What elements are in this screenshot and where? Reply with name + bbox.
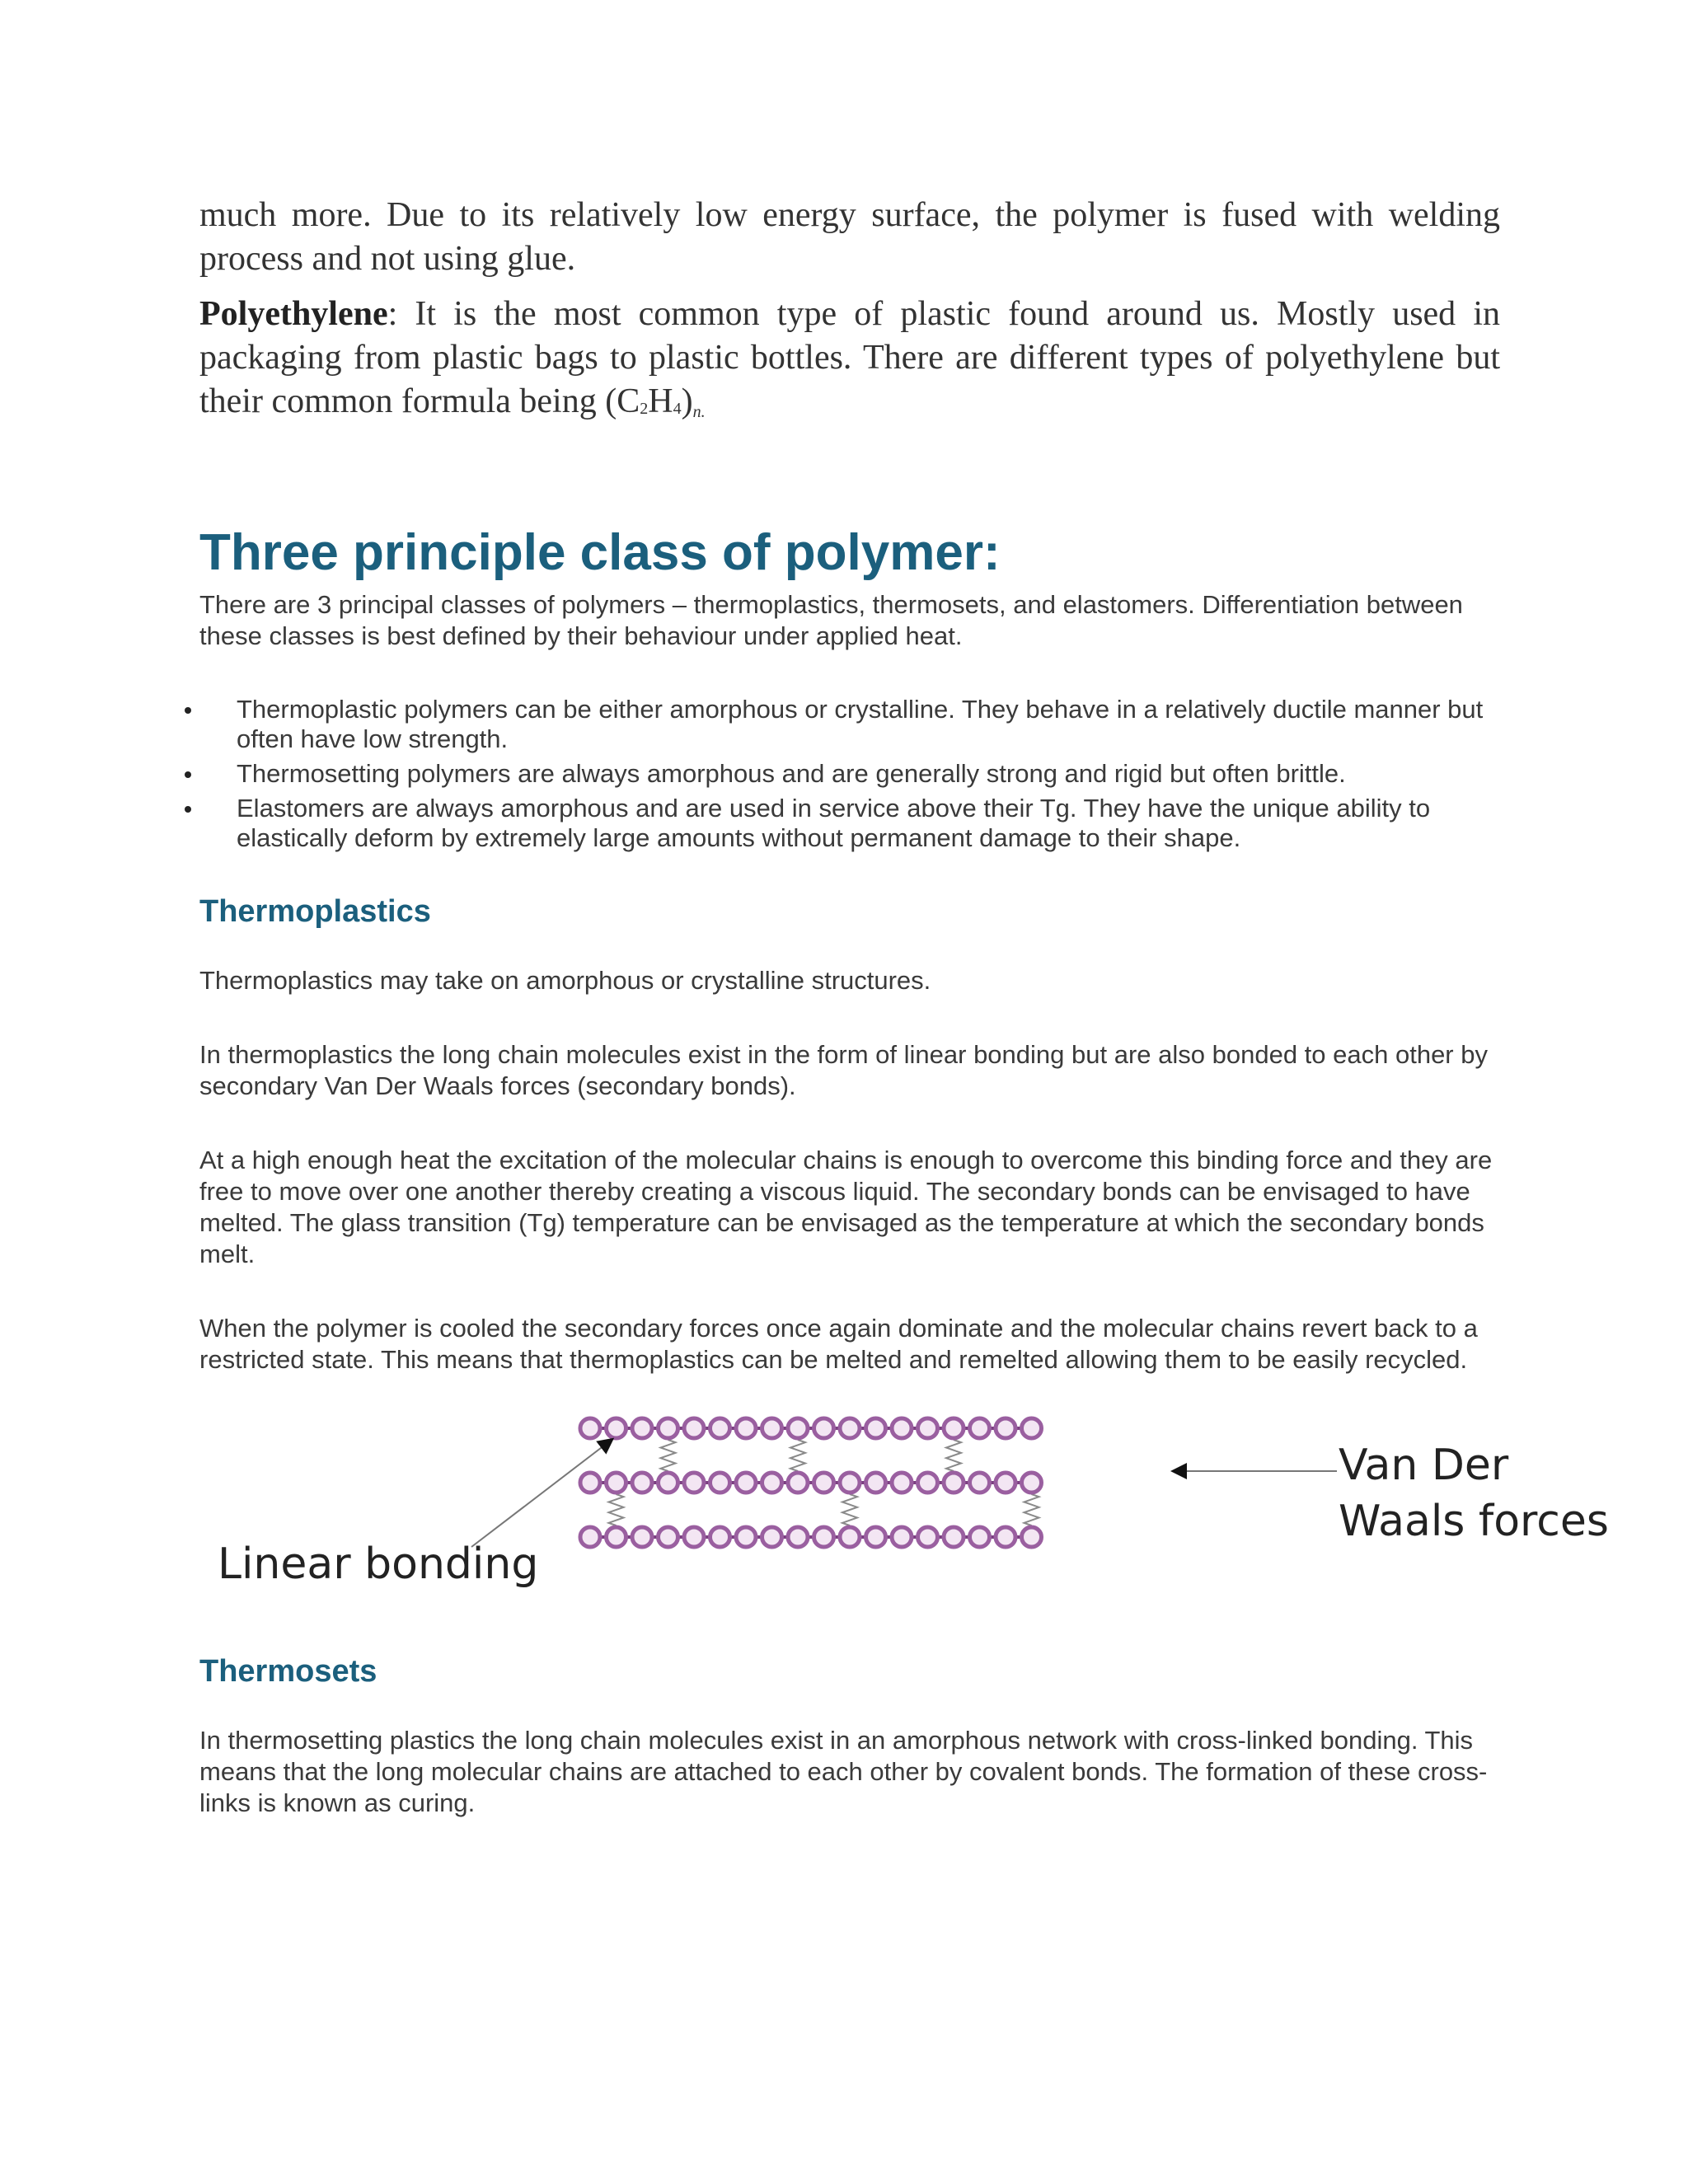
monomer-bead xyxy=(684,1418,704,1438)
formula-close: ) xyxy=(681,382,693,420)
monomer-bead xyxy=(659,1473,678,1493)
bullet-icon xyxy=(185,707,191,714)
monomer-bead xyxy=(918,1473,938,1493)
monomer-bead xyxy=(710,1473,730,1493)
bullet-icon xyxy=(185,806,191,813)
monomer-bead xyxy=(684,1527,704,1547)
document-page xyxy=(199,194,1609,1819)
monomer-bead xyxy=(944,1418,964,1438)
van-der-waals-spring xyxy=(609,1494,624,1526)
monomer-bead xyxy=(710,1418,730,1438)
monomer-bead xyxy=(840,1527,860,1547)
label-van-der: Van Der xyxy=(1339,1441,1509,1490)
monomer-bead xyxy=(632,1473,652,1493)
monomer-bead xyxy=(1022,1527,1042,1547)
van-der-waals-spring xyxy=(842,1494,857,1526)
list-item-text: Elastomers are always amorphous and are used in service above their Tg. They have the unique ability to elastically deform by extremely large amounts without permanent damage to their shape. xyxy=(237,794,1431,852)
monomer-bead xyxy=(866,1527,886,1547)
figure-linear-bonding xyxy=(199,1399,1609,1613)
list-item-text: Thermoplastic polymers can be either amorphous or crystalline. They behave in a relatively ductile manner but often have low strength. xyxy=(237,695,1484,753)
monomer-bead xyxy=(814,1473,834,1493)
monomer-bead xyxy=(607,1473,626,1493)
list-item xyxy=(199,759,1500,789)
list-item-text: Thermosetting polymers are always amorphous and are generally strong and rigid but often brittle. xyxy=(237,759,1346,788)
monomer-bead xyxy=(607,1527,626,1547)
bullet-icon xyxy=(185,771,191,778)
monomer-bead xyxy=(918,1418,938,1438)
monomer-bead xyxy=(814,1527,834,1547)
monomer-bead xyxy=(788,1418,808,1438)
monomer-bead xyxy=(632,1527,652,1547)
monomer-bead xyxy=(892,1473,912,1493)
monomer-bead xyxy=(840,1473,860,1493)
thermoplastics-paragraph-1: Thermoplastics may take on amorphous or crystalline structures. xyxy=(199,966,931,995)
monomer-bead xyxy=(996,1473,1015,1493)
formula-c-sub: 2 xyxy=(640,400,649,418)
intro-paragraph: There are 3 principal classes of polymers – thermoplastics, thermosets, and elastomers. Differentiation between these classes is best defined by their behaviour under applied heat. xyxy=(199,590,1463,650)
thermosets-paragraph-1: In thermosetting plastics the long chain molecules exist in an amorphous network with cross-linked bonding. This means that the long molecular chains are attached to each other by covalent bonds. The formation of these cross-links is known as curing. xyxy=(199,1726,1488,1817)
polyethylene-formula xyxy=(605,382,705,420)
van-der-waals-spring xyxy=(946,1440,961,1471)
monomer-bead xyxy=(814,1418,834,1438)
monomer-bead xyxy=(736,1418,756,1438)
thermoplastics-paragraph-2: In thermoplastics the long chain molecules exist in the form of linear bonding but are also bonded to each other by secondary Van Der Waals forces (secondary bonds). xyxy=(199,1040,1488,1100)
heading-thermosets: Thermosets xyxy=(199,1654,377,1689)
monomer-bead xyxy=(970,1527,990,1547)
thermoplastics-paragraph-3: At a high enough heat the excitation of the molecular chains is enough to overcome this binding force and they are free to move over one another thereby creating a viscous liquid. The secondary bonds can be envisaged to have melted. The glass transition (Tg) temperature can be envisaged as the temperature at which the secondary bonds melt. xyxy=(199,1146,1493,1268)
heading-thermoplastics: Thermoplastics xyxy=(199,894,431,929)
monomer-bead xyxy=(892,1527,912,1547)
list-item xyxy=(199,695,1500,754)
monomer-bead xyxy=(659,1418,678,1438)
van-der-waals-spring xyxy=(1025,1494,1039,1526)
formula-c: (C xyxy=(605,382,640,420)
section-title: Three principle class of polymer: xyxy=(199,524,1001,581)
monomer-bead xyxy=(1022,1473,1042,1493)
monomer-bead xyxy=(1022,1418,1042,1438)
monomer-bead xyxy=(996,1418,1015,1438)
paragraph-polyethylene xyxy=(199,293,1500,434)
formula-h: H xyxy=(648,382,673,420)
term-polyethylene: Polyethylene xyxy=(199,295,388,333)
monomer-bead xyxy=(970,1418,990,1438)
paragraph-welding: much more. Due to its relatively low energy surface, the polymer is fused with welding process and not using glue. xyxy=(199,196,1500,278)
monomer-bead xyxy=(736,1527,756,1547)
list-item xyxy=(199,794,1500,853)
thermoplastics-paragraph-4: When the polymer is cooled the secondary forces once again dominate and the molecular chains revert back to a restricted state. This means that thermoplastics can be melted and remelted allowing them to be easily recycled. xyxy=(199,1314,1478,1374)
polymer-class-list xyxy=(199,695,1500,853)
label-waals-forces: Waals forces xyxy=(1339,1497,1609,1546)
monomer-bead xyxy=(659,1527,678,1547)
monomer-bead xyxy=(788,1527,808,1547)
monomer-bead xyxy=(607,1418,626,1438)
monomer-bead xyxy=(762,1527,782,1547)
monomer-bead xyxy=(736,1473,756,1493)
monomer-bead xyxy=(580,1473,600,1493)
monomer-bead xyxy=(762,1473,782,1493)
monomer-bead xyxy=(632,1418,652,1438)
monomer-bead xyxy=(788,1473,808,1493)
monomer-bead xyxy=(892,1418,912,1438)
van-der-waals-spring xyxy=(661,1440,676,1471)
monomer-bead xyxy=(840,1418,860,1438)
monomer-bead xyxy=(580,1418,600,1438)
monomer-bead xyxy=(762,1418,782,1438)
monomer-bead xyxy=(684,1473,704,1493)
monomer-bead xyxy=(866,1418,886,1438)
label-linear-bonding: Linear bonding xyxy=(218,1540,539,1589)
monomer-bead xyxy=(944,1473,964,1493)
formula-n: n. xyxy=(692,403,706,421)
monomer-bead xyxy=(580,1527,600,1547)
monomer-bead xyxy=(710,1527,730,1547)
formula-h-sub: 4 xyxy=(673,400,682,418)
monomer-bead xyxy=(944,1527,964,1547)
monomer-bead xyxy=(866,1473,886,1493)
van-der-waals-spring xyxy=(790,1440,805,1471)
monomer-bead xyxy=(996,1527,1015,1547)
monomer-bead xyxy=(918,1527,938,1547)
polyethylene-text: : It is the most common type of plastic found around us. Mostly used in packaging from plastic bags to plastic bottles. There are different types of polyethylene but their common formula being xyxy=(199,295,1500,420)
monomer-bead xyxy=(970,1473,990,1493)
